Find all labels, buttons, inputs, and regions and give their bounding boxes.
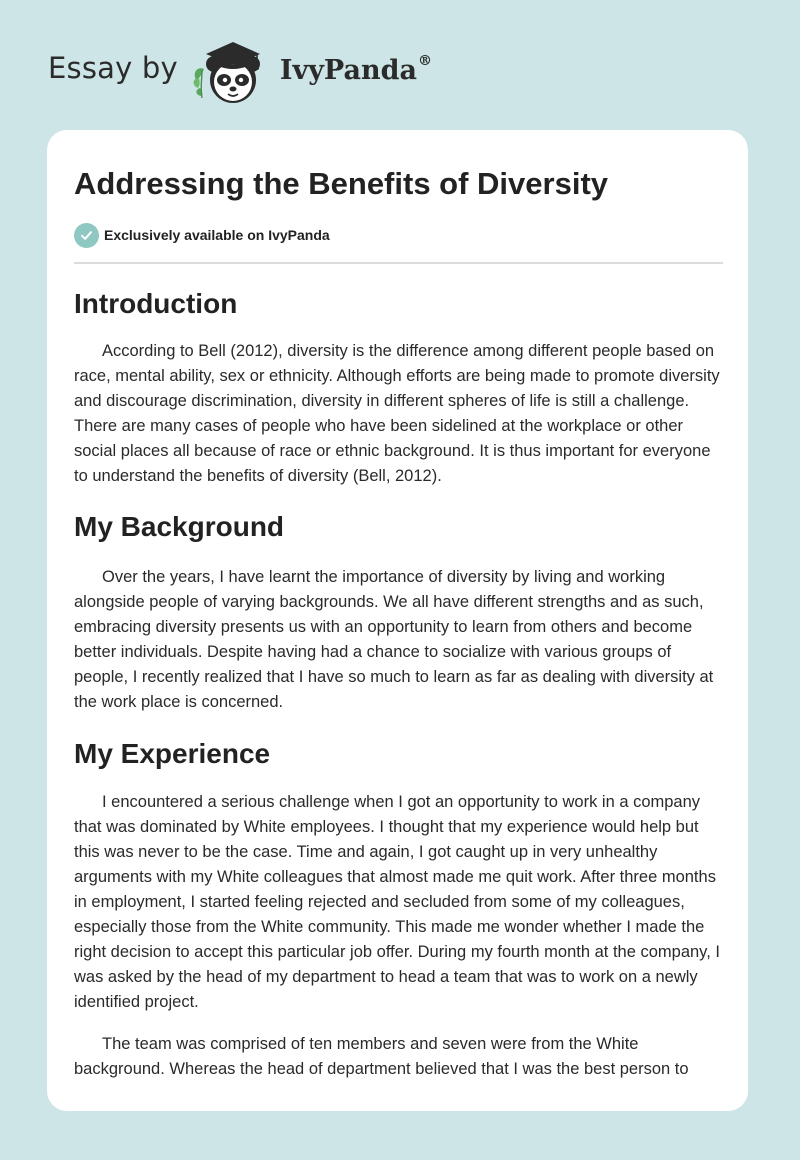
paragraph: According to Bell (2012), diversity is the difference among different people based on race, mental ability, sex or ethnicity. Although efforts are being made to promote diversity and discourage discrimination, diversity in different spheres of life is still a challenge. There are many cases of people who have been sidelined at the workplace or other social places all because of race or ethnic background. It is thus important for everyone to understand the benefits of diversity (Bell, 2012). (74, 342, 720, 485)
section-introduction (74, 286, 722, 489)
checkmark-icon (74, 223, 99, 248)
essay-card (47, 130, 748, 1111)
brand-name (279, 52, 432, 86)
essay-by-label: Essay by (48, 51, 178, 85)
brand-name-text: IvyPanda (279, 54, 417, 86)
section-my-experience (74, 736, 722, 1082)
title-divider (74, 262, 723, 264)
paragraph: The team was comprised of ten members and seven were from the White background. Whereas the head of department believed that I was the best person to (74, 1035, 689, 1078)
exclusive-label: Exclusively available on IvyPanda (104, 227, 330, 243)
section-heading: My Experience (74, 738, 271, 769)
exclusive-badge (74, 222, 722, 248)
section-heading: Introduction (74, 288, 238, 319)
paragraph: I encountered a serious challenge when I got an opportunity to work in a company that was dominated by White employees. I thought that my experience would help but this was never to be the case. Time and again, I got caught up in very unhealthy arguments with my White colleagues that almost made me quit work. After three months in employment, I started feeling rejected and secluded from some of my colleagues, especially those from the White community. This made me wonder whether I made the right decision to accept this particular job offer. During my fourth month at the company, I was asked by the head of my department to head a team that was to work on a newly identified project. (74, 793, 720, 1011)
panda-graduate-logo-icon[interactable] (190, 36, 276, 108)
trademark-symbol: ® (417, 52, 432, 69)
section-heading: My Background (74, 511, 285, 542)
site-header (48, 36, 432, 108)
essay-title: Addressing the Benefits of Diversity (74, 166, 609, 201)
paragraph: Over the years, I have learnt the importance of diversity by living and working alongside people of varying backgrounds. We all have different strengths and as such, embracing diversity presents us with an opportunity to learn from others and become better individuals. Despite having had a chance to socialize with various groups of people, I recently realized that I have so much to learn as far as dealing with diversity at the work place is concerned. (74, 568, 714, 711)
section-my-background (74, 509, 722, 715)
